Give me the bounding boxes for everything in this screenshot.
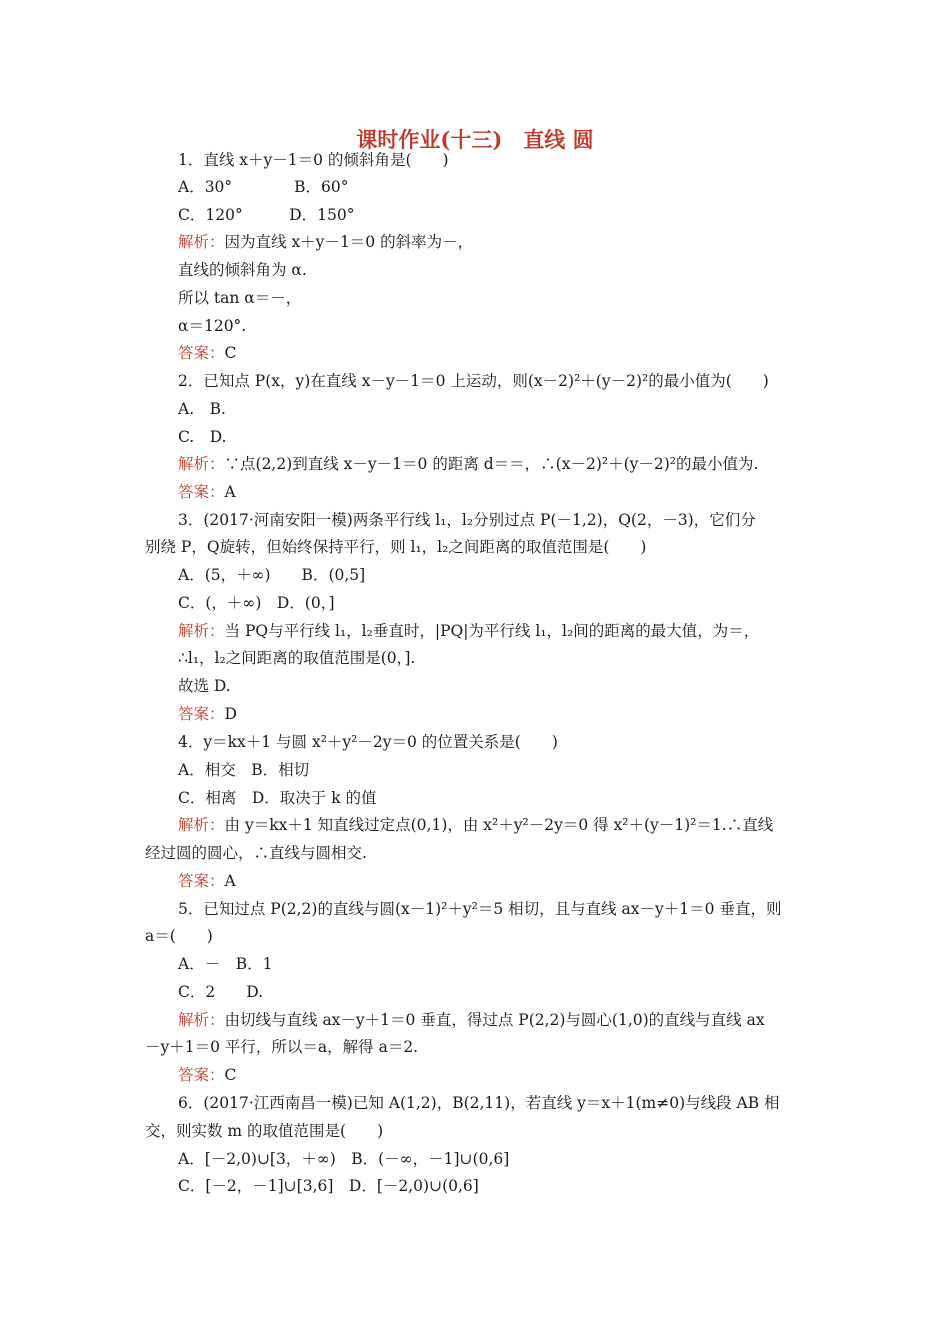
line-text: －y＋1＝0 平行，所以＝a，解得 a＝2. <box>145 1038 419 1056</box>
line-text: 3．(2017·河南安阳一模)两条平行线 l₁，l₂分别过点 P(－1,2)，Q(2，－3)，它们分 <box>178 511 756 529</box>
analysis-label: 解析： <box>178 1011 225 1029</box>
text-line <box>178 565 365 585</box>
text-line <box>145 926 213 946</box>
analysis-label: 解析： <box>178 816 225 834</box>
line-text: A．[－2,0)∪[3，＋∞) B．(－∞，－1]∪(0,6] <box>178 1150 510 1168</box>
text-line <box>145 1121 383 1141</box>
text-line <box>145 843 367 863</box>
text-line <box>178 899 781 919</box>
line-text: A．(5，＋∞) B．(0,5] <box>178 566 366 584</box>
line-text: C．(，＋∞) D．(0，] <box>178 594 335 612</box>
line-text: A．相交 B．相切 <box>178 761 310 779</box>
analysis-label: 解析： <box>178 233 225 251</box>
text-line <box>178 454 758 474</box>
text-line <box>178 732 558 752</box>
line-text: C <box>224 344 237 362</box>
line-text: 当 PQ与平行线 l₁，l₂垂直时，|PQ|为平行线 l₁，l₂间的距离的最大值，为＝， <box>224 622 760 640</box>
line-text: 故选 D. <box>178 677 231 695</box>
page-title: 课时作业(十三) 直线 圆 <box>356 127 594 152</box>
text-line <box>178 648 415 668</box>
line-text: 2．已知点 P(x，y)在直线 x－y－1＝0 上运动，则(x－2)²＋(y－2)²的最小值为( ) <box>178 372 769 390</box>
line-text: C．120° D．150° <box>178 206 355 224</box>
text-line <box>178 1176 479 1196</box>
line-text: 1．直线 x＋y－1＝0 的倾斜角是( ) <box>178 151 449 169</box>
line-text: C. D. <box>178 428 227 446</box>
line-text: 别绕 P，Q旋转，但始终保持平行，则 l₁，l₂之间距离的取值范围是( ) <box>145 538 647 556</box>
answer-label: 答案： <box>178 483 225 501</box>
line-text: 直线的倾斜角为 α. <box>178 261 307 279</box>
text-line <box>178 1065 236 1085</box>
text-line <box>178 621 759 641</box>
text-line <box>178 1149 509 1169</box>
text-line <box>178 260 307 280</box>
text-line <box>178 1010 765 1030</box>
text-line <box>178 150 449 170</box>
text-line <box>178 427 227 447</box>
line-text: 由 y＝kx＋1 知直线过定点(0,1)，由 x²＋y²－2y＝0 得 x²＋(y－1)²＝1.∴直线 <box>224 816 774 834</box>
line-text: 因为直线 x＋y－1＝0 的斜率为－， <box>224 233 474 251</box>
text-line <box>145 537 646 557</box>
text-line <box>178 760 309 780</box>
line-text: 6．(2017·江西南昌一模)已知 A(1,2)，B(2,11)，若直线 y＝x＋1(m≠0)与线段 AB 相 <box>178 1094 780 1112</box>
text-line <box>178 371 769 391</box>
text-line <box>178 1093 780 1113</box>
text-line <box>178 815 773 835</box>
text-line <box>178 205 354 225</box>
text-line <box>178 510 756 530</box>
analysis-label: 解析： <box>178 455 225 473</box>
text-line <box>178 704 237 724</box>
text-line <box>178 593 335 613</box>
line-text: α＝120°. <box>178 317 247 335</box>
line-text: C．[－2，－1]∪[3,6] D．[－2,0)∪(0,6] <box>178 1177 479 1195</box>
text-line <box>178 399 226 419</box>
line-text: C．2 D. <box>178 983 264 1001</box>
text-line <box>178 788 377 808</box>
text-line <box>178 177 349 197</box>
line-text: 4．y＝kx＋1 与圆 x²＋y²－2y＝0 的位置关系是( ) <box>178 733 558 751</box>
line-text: 由切线与直线 ax－y＋1＝0 垂直，得过点 P(2,2)与圆心(1,0)的直线与直线 ax <box>224 1011 765 1029</box>
line-text: 交，则实数 m 的取值范围是( ) <box>145 1122 384 1140</box>
text-line <box>178 871 236 891</box>
line-text: A．－ B．1 <box>178 955 273 973</box>
line-text: C <box>224 1066 237 1084</box>
answer-label: 答案： <box>178 344 225 362</box>
line-text: D <box>224 705 237 723</box>
answer-label: 答案： <box>178 1066 225 1084</box>
line-text: 经过圆的圆心，∴直线与圆相交. <box>145 844 367 862</box>
text-line <box>178 316 246 336</box>
text-line <box>178 954 272 974</box>
answer-label: 答案： <box>178 872 225 890</box>
text-line <box>178 288 301 308</box>
text-line <box>178 482 236 502</box>
line-text: A <box>224 483 236 501</box>
line-text: ∵点(2,2)到直线 x－y－1＝0 的距离 d＝＝，∴(x－2)²＋(y－2)²的最小值为. <box>224 455 759 473</box>
line-text: 5．已知过点 P(2,2)的直线与圆(x－1)²＋y²＝5 相切，且与直线 ax－y＋1＝0 垂直，则 <box>178 900 782 918</box>
line-text: A. B. <box>178 400 226 418</box>
text-line <box>178 232 473 252</box>
text-line <box>178 676 231 696</box>
text-line <box>178 343 236 363</box>
line-text: A．30° B．60° <box>178 178 349 196</box>
line-text: ∴l₁，l₂之间距离的取值范围是(0，]. <box>178 649 416 667</box>
text-line <box>145 1037 418 1057</box>
analysis-label: 解析： <box>178 622 225 640</box>
answer-label: 答案： <box>178 705 225 723</box>
line-text: 所以 tan α＝－， <box>178 289 302 307</box>
line-text: A <box>224 872 236 890</box>
line-text: a＝( ) <box>145 927 213 945</box>
line-text: C．相离 D．取决于 k 的值 <box>178 789 377 807</box>
text-line <box>178 982 263 1002</box>
